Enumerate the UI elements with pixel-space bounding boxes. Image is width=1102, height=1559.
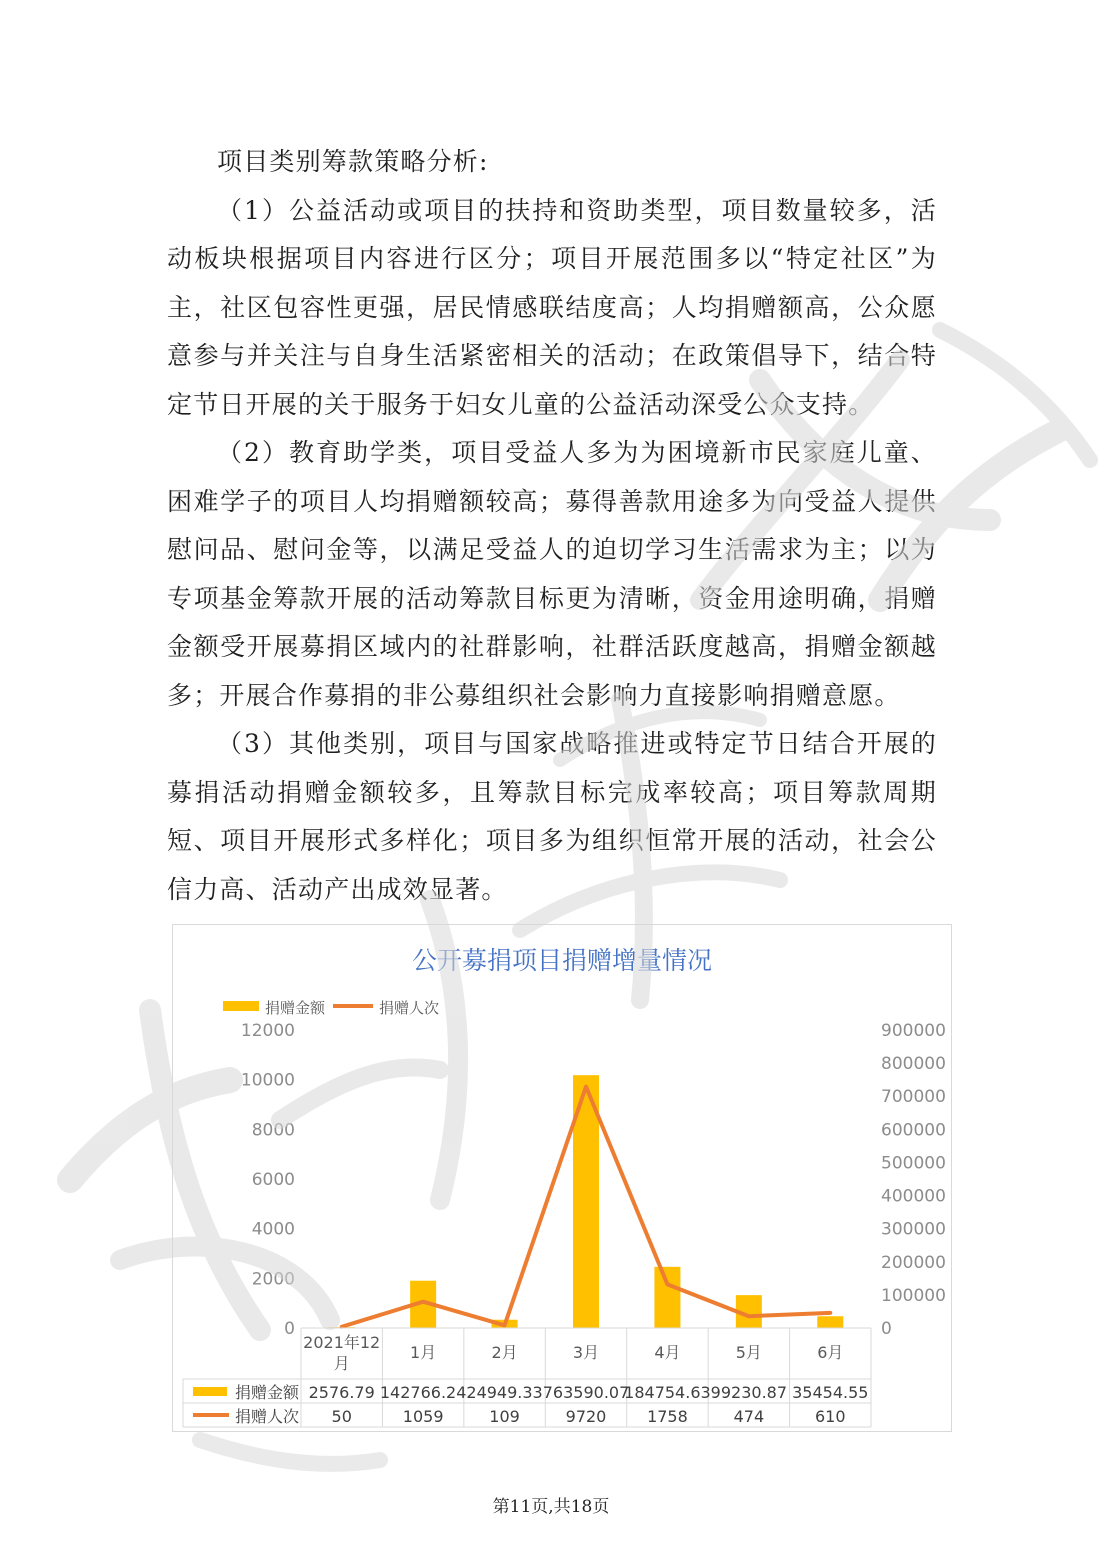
right-axis-tick: 100000 [881, 1285, 946, 1306]
left-axis-tick: 2000 [251, 1269, 295, 1290]
table-value-amount: 99230.87 [710, 1383, 788, 1402]
right-axis-tick: 900000 [881, 1021, 946, 1041]
right-axis-tick: 700000 [881, 1087, 946, 1108]
chart-canvas [173, 925, 951, 1431]
left-axis-tick: 10000 [240, 1070, 295, 1091]
category-label: 2月 [491, 1343, 518, 1362]
left-axis-tick: 12000 [240, 1021, 295, 1041]
table-header-amount: 捐赠金额 [235, 1383, 300, 1402]
donation-chart [172, 924, 952, 1432]
table-value-count: 109 [489, 1407, 520, 1426]
table-value-count: 1059 [402, 1407, 444, 1426]
category-label: 4月 [654, 1343, 681, 1362]
legend-label-amount: 捐赠金额 [265, 999, 326, 1017]
left-axis-tick: 0 [284, 1319, 295, 1339]
right-axis-tick: 300000 [881, 1219, 946, 1240]
table-value-count: 50 [331, 1407, 352, 1426]
right-axis-tick: 500000 [881, 1153, 946, 1174]
chart-title: 公开募捐项目捐赠增量情况 [411, 946, 713, 975]
right-axis-tick: 600000 [881, 1120, 946, 1141]
category-label: 2021年12 [303, 1333, 381, 1352]
paragraph-1: （1）公益活动或项目的扶持和资助类型，项目数量较多，活动板块根据项目内容进行区分；项目开展范围多以“特定社区”为主，社区包容性更强，居民情感联结度高；人均捐赠额高，公众愿意参与并关注与自身生活紧密相关的活动；在政策倡导下，结合特定节日开展的关于服务于妇女儿童的公益活动深受公众支持。 [167, 195, 937, 419]
table-value-amount: 35454.55 [792, 1383, 869, 1402]
paragraph-2: （2）教育助学类，项目受益人多为为困境新市民家庭儿童、困难学子的项目人均捐赠额较高；募得善款用途多为向受益人提供慰问品、慰问金等，以满足受益人的迫切学习生活需求为主；以为专项基金筹款开展的活动筹款目标更为清晰，资金用途明确，捐赠金额受开展募捐区域内的社群影响，社群活跃度越高，捐赠金额越多；开展合作募捐的非公募组织社会影响力直接影响捐赠意愿。 [167, 438, 937, 710]
table-value-amount: 24949.33 [466, 1383, 543, 1402]
left-axis-tick: 8000 [251, 1120, 295, 1141]
right-axis-tick: 200000 [881, 1252, 946, 1273]
bar-donation-amount [817, 1316, 843, 1328]
left-axis-tick: 4000 [251, 1219, 295, 1240]
table-value-count: 474 [733, 1407, 765, 1426]
table-value-amount: 184754.63 [624, 1383, 711, 1402]
paragraph-3: （3）其他类别，项目与国家战略推进或特定节日结合开展的募捐活动捐赠金额较多，且筹款目标完成率较高；项目筹款周期短、项目开展形式多样化；项目多为组织恒常开展的活动，社会公信力高、活动产出成效显著。 [167, 729, 937, 904]
right-axis-tick: 400000 [881, 1186, 946, 1207]
page-number: 第11页,共18页 [492, 1497, 610, 1517]
table-value-count: 1758 [647, 1407, 688, 1426]
table-value-amount: 142766.24 [379, 1383, 467, 1402]
table-key-amount [193, 1387, 227, 1396]
category-label: 1月 [410, 1343, 437, 1362]
legend-label-count: 捐赠人次 [379, 999, 440, 1017]
table-header-count: 捐赠人次 [235, 1407, 300, 1426]
right-axis-tick: 800000 [881, 1054, 946, 1075]
table-value-count: 610 [815, 1407, 846, 1426]
bar-donation-amount [654, 1267, 680, 1328]
table-value-amount: 2576.79 [308, 1383, 375, 1402]
category-label: 5月 [735, 1343, 762, 1362]
category-label: 6月 [817, 1343, 844, 1362]
right-axis-tick: 0 [881, 1319, 892, 1339]
body-text [167, 138, 937, 914]
table-value-amount: 763590.07 [542, 1383, 630, 1402]
section-heading: 项目类别筹款策略分析: [217, 147, 489, 176]
table-value-count: 9720 [565, 1407, 607, 1426]
category-label: 月 [333, 1354, 350, 1373]
left-axis-tick: 6000 [251, 1170, 295, 1190]
category-label: 3月 [572, 1343, 600, 1362]
legend-swatch-amount [223, 1001, 259, 1011]
